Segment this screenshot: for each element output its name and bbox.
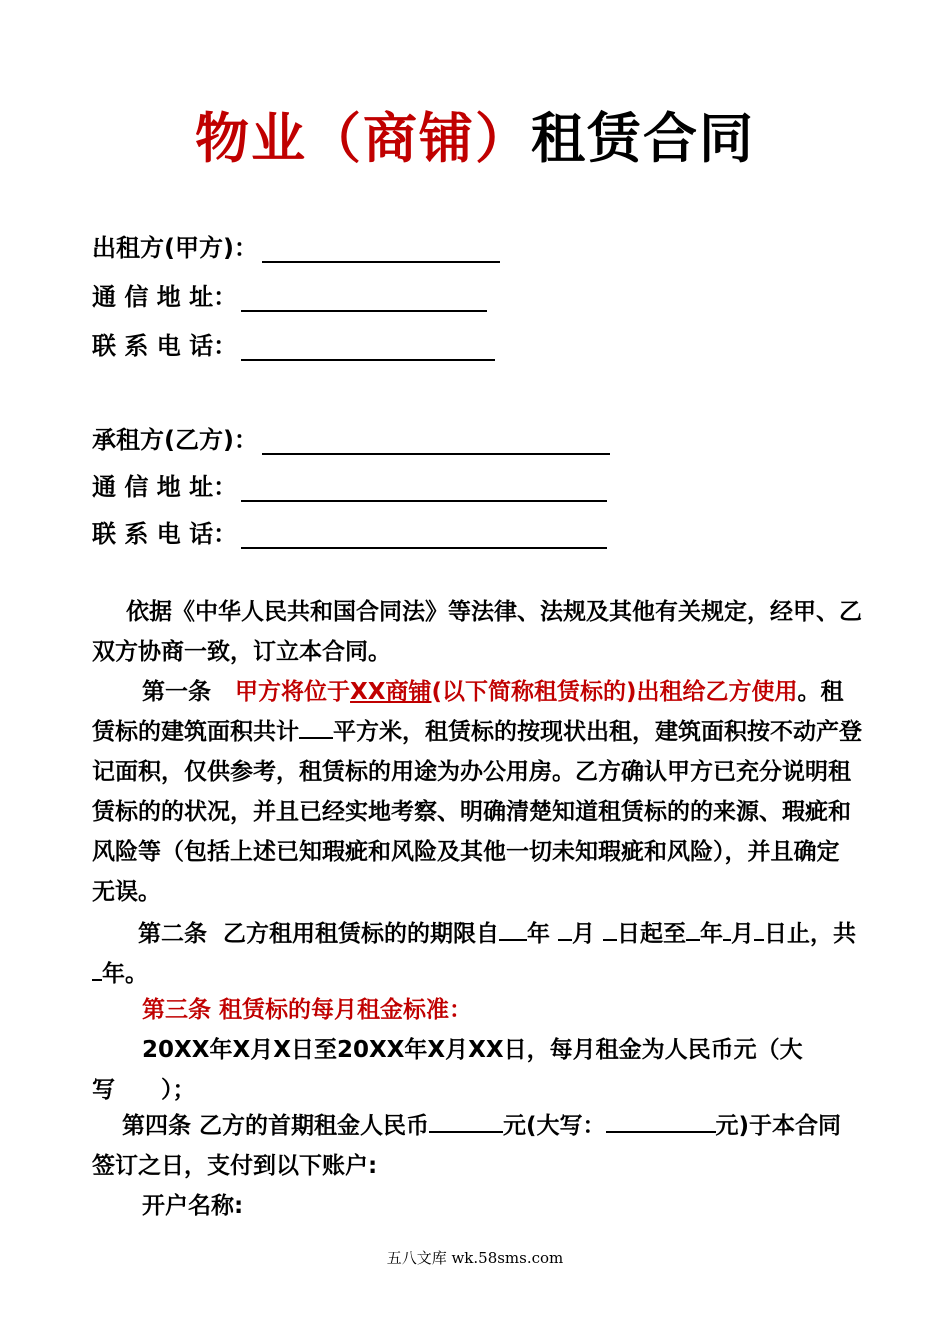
article-2-end: 年。 xyxy=(102,961,148,987)
page-footer: 五八文库 wk.58sms.com xyxy=(386,1249,564,1267)
article-2-month-2: 月 xyxy=(731,921,755,947)
lessor-party-label: 出租方(甲方)： xyxy=(92,234,258,262)
article-4-text-2: 元(大写： xyxy=(503,1113,606,1139)
end-year-blank xyxy=(686,917,700,941)
lessee-phone-label: 联 系 电 话： xyxy=(92,520,238,548)
article-2-text-1: 乙方租用租赁标的的期限自 xyxy=(223,921,500,947)
lessor-address-blank xyxy=(241,288,487,312)
article-2-label: 第二条 xyxy=(138,921,207,947)
article-4-label: 第四条 xyxy=(122,1113,191,1139)
article-2-month: 月 xyxy=(572,921,596,947)
article-1-label: 第一条 xyxy=(142,679,211,705)
start-month-blank xyxy=(558,917,572,941)
lessee-party-label: 承租方(乙方)： xyxy=(92,426,258,454)
lessor-party-blank xyxy=(262,239,500,263)
lessee-party-line xyxy=(92,420,610,455)
article-3-heading: 第三条 租赁标的每月租金标准： xyxy=(142,997,473,1023)
article-1-property-name: XX商铺 xyxy=(350,679,432,705)
end-month-blank xyxy=(723,917,731,941)
lessor-address-line xyxy=(92,277,487,312)
start-day-blank xyxy=(603,917,617,941)
lessor-phone-blank xyxy=(241,337,495,361)
article-4 xyxy=(92,1106,862,1186)
article-2 xyxy=(92,914,862,994)
first-rent-words-blank xyxy=(606,1109,716,1133)
term-years-blank xyxy=(92,957,102,981)
lessee-phone-line xyxy=(92,514,607,549)
article-2-day-2: 日止，共 xyxy=(764,921,857,947)
article-4-text-3: 元)于本合同签订之日，支付到以下账户: xyxy=(92,1113,842,1179)
document-title xyxy=(0,96,950,173)
intro-paragraph: 依据《中华人民共和国合同法》等法律、法规及其他有关规定，经甲、乙双方协商一致，订立本合同。 xyxy=(92,599,862,665)
article-1 xyxy=(92,672,862,912)
lessee-address-line xyxy=(92,467,607,502)
title-black-part: 租赁合同 xyxy=(531,107,755,170)
lessor-address-label: 通 信 地 址： xyxy=(92,283,238,311)
article-2-day: 日起至 xyxy=(617,921,687,947)
area-blank xyxy=(299,715,333,739)
article-1-text-2: 平方米，租赁标的按现状出租，建筑面积按不动产登记面积，仅供参考，租赁标的用途为办公用房。乙方确认甲方已充分说明租赁标的的状况，并且已经实地考察、明确清楚知道租赁标的的来源、瑕疵和风险等（包括上述已知瑕疵和风险及其他一切未知瑕疵和风险），并且确定无误。 xyxy=(92,719,862,905)
article-1-red-2: (以下简称租赁标的)出租给乙方使用 xyxy=(431,679,798,705)
end-day-blank xyxy=(754,917,764,941)
lessee-party-blank xyxy=(262,431,610,455)
title-red-part: 物业（商铺） xyxy=(195,107,531,170)
article-4-text-1: 乙方的首期租金人民币 xyxy=(199,1113,430,1139)
first-rent-blank xyxy=(429,1109,503,1133)
article-2-year-2: 年 xyxy=(700,921,724,947)
lessor-phone-label: 联 系 电 话： xyxy=(92,332,238,360)
article-3-text: 20XX年X月X日至20XX年X月XX日，每月租金为人民币元（大写 ）； xyxy=(92,1037,803,1103)
lessor-party-line xyxy=(92,228,500,263)
article-1-text-1: 。租赁标的建筑面积共计 xyxy=(92,679,844,745)
article-1-red-1: 甲方将位于 xyxy=(235,679,351,705)
article-2-year: 年 xyxy=(527,921,551,947)
account-name-label: 开户名称: xyxy=(142,1193,244,1219)
lessor-phone-line xyxy=(92,326,495,361)
lessee-address-label: 通 信 地 址： xyxy=(92,473,238,501)
start-year-blank xyxy=(499,917,527,941)
lessee-address-blank xyxy=(241,478,607,502)
lessee-phone-blank xyxy=(241,525,607,549)
